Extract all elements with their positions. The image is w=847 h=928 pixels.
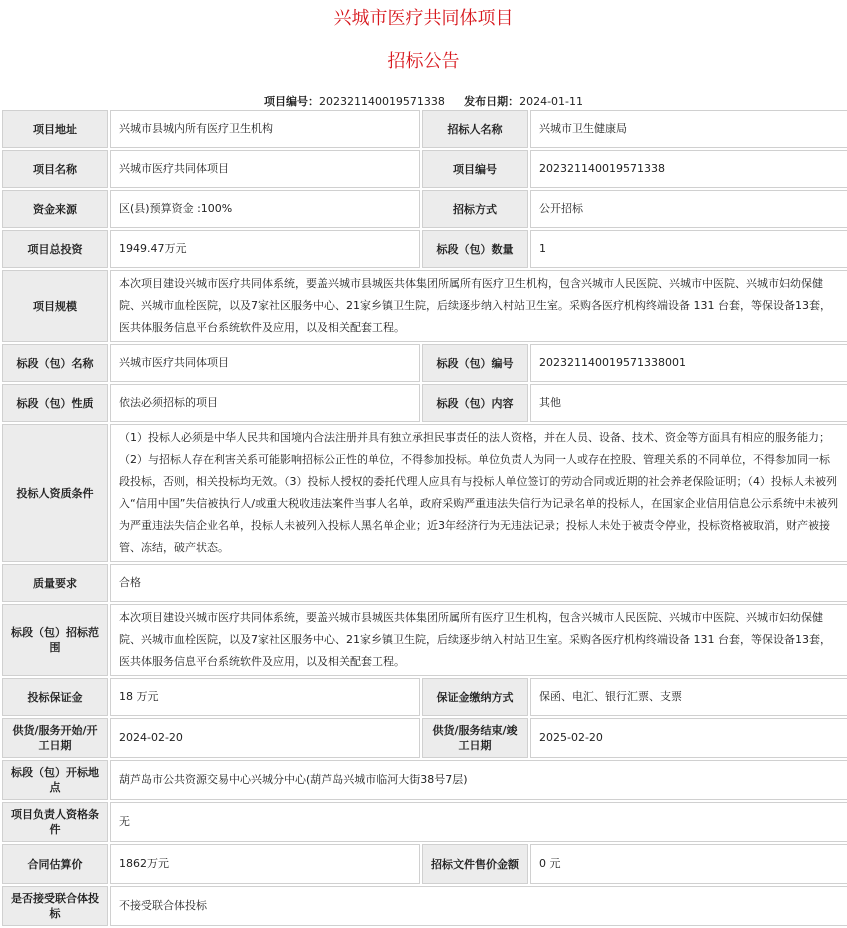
table-row (2, 564, 847, 602)
label-consortium-bidding: 是否接受联合体投标 (2, 886, 108, 926)
label-total-investment: 项目总投资 (2, 230, 108, 268)
value-project-number: 202321140019571338 (530, 150, 847, 188)
value-section-name: 兴城市医疗共同体项目 (110, 344, 420, 382)
publish-date-value: 2024-01-11 (519, 95, 584, 108)
table-row (2, 110, 847, 148)
table-row (2, 678, 847, 716)
table-row (2, 230, 847, 268)
value-consortium-bidding: 不接受联合体投标 (110, 886, 847, 926)
label-bid-bond: 投标保证金 (2, 678, 108, 716)
value-start-date: 2024-02-20 (110, 718, 420, 758)
value-contract-estimate: 1862万元 (110, 844, 420, 884)
table-row (2, 760, 847, 800)
label-document-price: 招标文件售价金额 (422, 844, 528, 884)
announcement-header (0, 0, 847, 112)
value-document-price: 0 元 (530, 844, 847, 884)
value-project-address: 兴城市县城内所有医疗卫生机构 (110, 110, 420, 148)
label-tender-method: 招标方式 (422, 190, 528, 228)
label-tender-scope: 标段（包）招标范围 (2, 604, 108, 676)
value-project-scale: 本次项目建设兴城市医疗共同体系统，要盖兴城市县城医共体集团所属所有医疗卫生机构，包含兴城市人民医院、兴城市中医院、兴城市妇幼保健院、兴城市血栓医院，以及7家社区服务中心、21家乡镇卫生院，后续逐步纳入村站卫生室。采购各医疗机构终端设备 131 台套，等保设备13套，医共体服务信息平台系统软件及应用，以及相关配套工程。 (110, 270, 847, 342)
table-row (2, 190, 847, 228)
table-row (2, 604, 847, 676)
label-project-scale: 项目规模 (2, 270, 108, 342)
label-contract-estimate: 合同估算价 (2, 844, 108, 884)
value-fund-source: 区(县)预算资金 :100% (110, 190, 420, 228)
label-section-count: 标段（包）数量 (422, 230, 528, 268)
info-table (0, 108, 847, 928)
label-end-date: 供货/服务结束/竣工日期 (422, 718, 528, 758)
label-manager-qualification: 项目负责人资格条件 (2, 802, 108, 842)
table-row (2, 424, 847, 562)
value-total-investment: 1949.47万元 (110, 230, 420, 268)
table-row (2, 384, 847, 422)
value-tenderer: 兴城市卫生健康局 (530, 110, 847, 148)
project-no-label: 项目编号： (263, 95, 319, 108)
value-section-content: 其他 (530, 384, 847, 422)
label-bidder-qualification: 投标人资质条件 (2, 424, 108, 562)
label-section-number: 标段（包）编号 (422, 344, 528, 382)
value-tender-scope: 本次项目建设兴城市医疗共同体系统，要盖兴城市县城医共体集团所属所有医疗卫生机构，包含兴城市人民医院、兴城市中医院、兴城市妇幼保健院、兴城市血栓医院，以及7家社区服务中心、21家乡镇卫生院，后续逐步纳入村站卫生室。采购各医疗机构终端设备 131 台套，等保设备13套，医共体服务信息平台系统软件及应用，以及相关配套工程。 (110, 604, 847, 676)
label-section-nature: 标段（包）性质 (2, 384, 108, 422)
table-row (2, 270, 847, 342)
label-start-date: 供货/服务开始/开工日期 (2, 718, 108, 758)
table-row (2, 886, 847, 926)
table-row (2, 344, 847, 382)
label-fund-source: 资金来源 (2, 190, 108, 228)
value-project-name: 兴城市医疗共同体项目 (110, 150, 420, 188)
label-project-address: 项目地址 (2, 110, 108, 148)
value-end-date: 2025-02-20 (530, 718, 847, 758)
table-row (2, 718, 847, 758)
value-section-nature: 依法必须招标的项目 (110, 384, 420, 422)
value-manager-qualification: 无 (110, 802, 847, 842)
label-bond-payment-method: 保证金缴纳方式 (422, 678, 528, 716)
value-bond-payment-method: 保函、电汇、银行汇票、支票 (530, 678, 847, 716)
value-quality-requirement: 合格 (110, 564, 847, 602)
value-bid-opening-location: 葫芦岛市公共资源交易中心兴城分中心(葫芦岛兴城市临河大街38号7层) (110, 760, 847, 800)
project-no-value: 202321140019571338 (318, 95, 445, 108)
label-project-number: 项目编号 (422, 150, 528, 188)
value-section-number: 202321140019571338001 (530, 344, 847, 382)
label-section-content: 标段（包）内容 (422, 384, 528, 422)
label-bid-opening-location: 标段（包）开标地点 (2, 760, 108, 800)
label-tenderer: 招标人名称 (422, 110, 528, 148)
table-row (2, 150, 847, 188)
table-row (2, 802, 847, 842)
value-bidder-qualification: （1）投标人必须是中华人民共和国境内合法注册并具有独立承担民事责任的法人资格，并在人员、设备、技术、资金等方面具有相应的服务能力；（2）与招标人存在利害关系可能影响招标公正性的单位，不得参加投标。单位负责人为同一人或存在控股、管理关系的不同单位，不得参加同一标段投标，否则，相关投标均无效。（3）投标人授权的委托代理人应具有与投标人单位签订的劳动合同或近期的社会养老保险证明；（4）投标人未被列入“信用中国”失信被执行人/或重大税收违法案件当事人名单，政府采购严重违法失信行为记录名单的投标人，在国家企业信用信息公示系统中未被列为严重违法失信企业名单，投标人未被列入投标人黑名单企业；近3年经济行为无违法记录；投标人未处于被责令停业，投标资格被取消，财产被接管、冻结，破产状态。 (110, 424, 847, 562)
value-section-count: 1 (530, 230, 847, 268)
value-bid-bond: 18 万元 (110, 678, 420, 716)
label-quality-requirement: 质量要求 (2, 564, 108, 602)
page-title: 兴城市医疗共同体项目 (333, 8, 514, 29)
value-tender-method: 公开招标 (530, 190, 847, 228)
table-row (2, 844, 847, 884)
label-project-name: 项目名称 (2, 150, 108, 188)
announcement-page (0, 0, 847, 112)
page-subtitle: 招标公告 (387, 51, 460, 72)
publish-date-label: 发布日期： (464, 95, 520, 108)
label-section-name: 标段（包）名称 (2, 344, 108, 382)
